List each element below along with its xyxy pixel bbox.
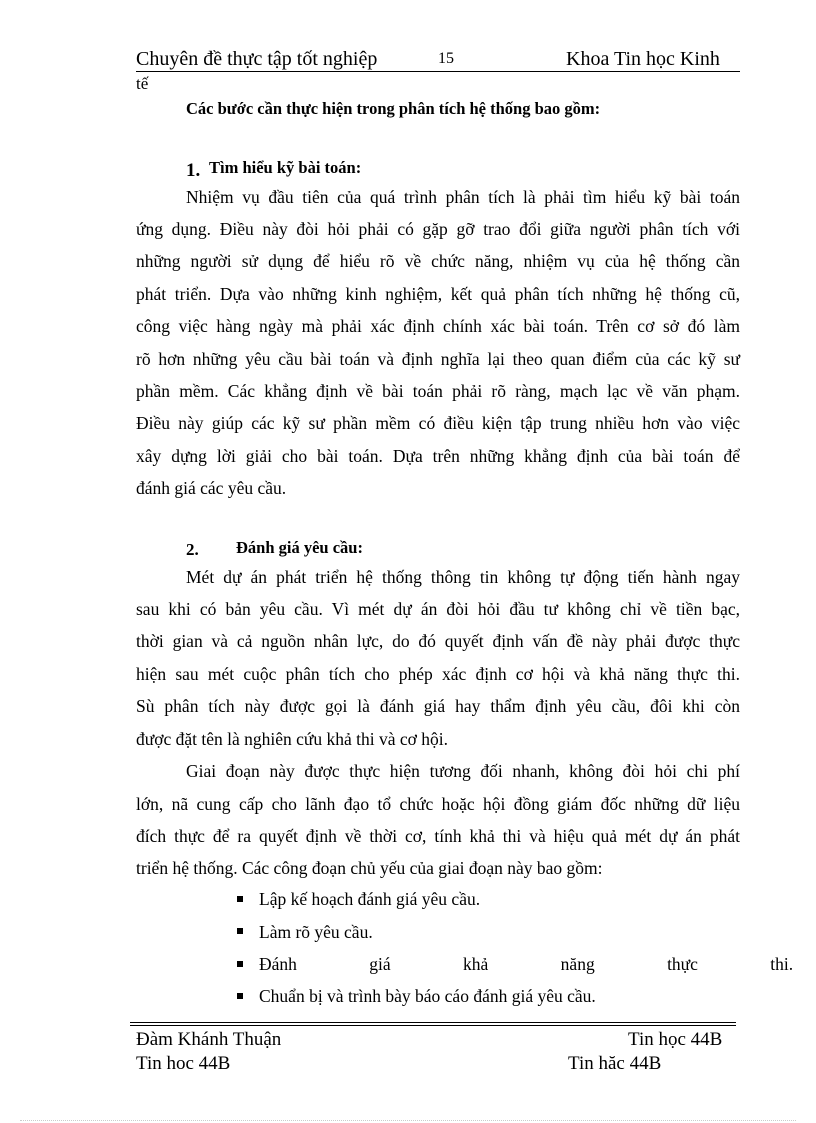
bullet-item: Chuẩn bị và trình bày báo cáo đánh giá yêu cầu.: [259, 986, 596, 1006]
intro-heading: Các bước cần thực hiện trong phân tích hệ thống bao gồm:: [186, 99, 601, 118]
section1-line: rõ hơn những yêu cầu bài toán và định nghĩa lại theo quan điểm của các kỹ sư: [136, 349, 740, 369]
footer-class-left: Tin hoc 44B: [136, 1053, 231, 1074]
section2-para1-line: thời gian và cả nguồn nhân lực, do đó quyết định vấn đề này phải được thực: [136, 631, 740, 651]
section1-line: xây dựng lời giải cho bài toán. Dựa trên những khẳng định của bài toán để: [136, 446, 740, 466]
section2-para1-line: sau khi có bản yêu cầu. Vì mét dự án đòi hỏi đầu tư không chỉ về tiền bạc,: [136, 599, 740, 619]
section1-line: phần mềm. Các khẳng định về bài toán phải rõ ràng, mạch lạc về văn phạm.: [136, 381, 740, 401]
header-rule: [136, 71, 740, 72]
section1-line: công việc hàng ngày mà phải xác định chính xác bài toán. Trên cơ sở đó làm: [136, 316, 740, 336]
page-number: 15: [438, 50, 454, 67]
header-right: Khoa Tin học Kinh: [566, 48, 720, 70]
section1-line: Điều này giúp các kỹ sư phần mềm có điều kiện tập trung nhiều hơn vào việc: [136, 413, 740, 433]
section1-line: những người sử dụng để hiểu rõ về chức năng, nhiệm vụ của hệ thống cần: [136, 251, 740, 271]
section1-line: đánh giá các yêu cầu.: [136, 478, 287, 498]
section1-title: Tìm hiểu kỹ bài toán:: [209, 158, 362, 177]
bullet-square-icon: [237, 961, 243, 967]
section2-para2-line: triển hệ thống. Các công đoạn chủ yếu của giai đoạn này bao gồm:: [136, 858, 603, 878]
section2-para1-line: hiện sau mét cuộc phân tích cho phép xác định cơ hội và khả năng thực thi.: [136, 664, 740, 684]
header-left: Chuyên đề thực tập tốt nghiệp: [136, 48, 378, 70]
bullet-item: Làm rõ yêu cầu.: [259, 922, 373, 942]
section2-para1-line: Sù phân tích này được gọi là đánh giá hay thẩm định yêu cầu, đôi khi còn: [136, 696, 740, 716]
section2-title: Đánh giá yêu cầu:: [236, 538, 363, 557]
bullet-item: Lập kế hoạch đánh giá yêu cầu.: [259, 889, 481, 909]
footer-class-right: Tin học 44B: [628, 1029, 723, 1050]
section1-number: 1.: [186, 160, 201, 181]
section2-para1-line: Mét dự án phát triển hệ thống thông tin không tự động tiến hành ngay: [186, 567, 740, 587]
section1-line: phát triển. Dựa vào những kinh nghiệm, kết quả phân tích những hệ thống cũ,: [136, 284, 740, 304]
bullet-square-icon: [237, 896, 243, 902]
page-bottom-border: [20, 1120, 796, 1121]
footer-author: Đàm Khánh Thuận: [136, 1029, 282, 1050]
footer-rule-top: [130, 1022, 736, 1023]
section1-line: Nhiệm vụ đầu tiên của quá trình phân tích là phải tìm hiểu kỹ bài toán: [186, 187, 740, 207]
footer-rule-bottom: [130, 1025, 736, 1026]
section2-number: 2.: [186, 540, 199, 559]
header-wrap: tế: [136, 74, 149, 93]
section2-para2-line: Giai đoạn này được thực hiện tương đối nhanh, không đòi hỏi chi phí: [186, 761, 740, 781]
footer-class-right2: Tin hăc 44B: [568, 1053, 662, 1074]
section2-para2-line: lớn, nã cung cấp cho lãnh đạo tổ chức hoặc hội đồng giám đốc những dữ liệu: [136, 794, 740, 814]
bullet-square-icon: [237, 928, 243, 934]
bullet-item: Đánh giá khả năng thực thi.: [259, 954, 794, 974]
section2-para1-line: được đặt tên là nghiên cứu khả thi và cơ hội.: [136, 729, 449, 749]
section1-line: ứng dụng. Điều này đòi hỏi phải có gặp gỡ trao đổi giữa người phân tích với: [136, 219, 740, 239]
section2-para2-line: đích thực để ra quyết định về thời cơ, tính khả thi và hiệu quả mét dự án phát: [136, 826, 740, 846]
bullet-square-icon: [237, 993, 243, 999]
